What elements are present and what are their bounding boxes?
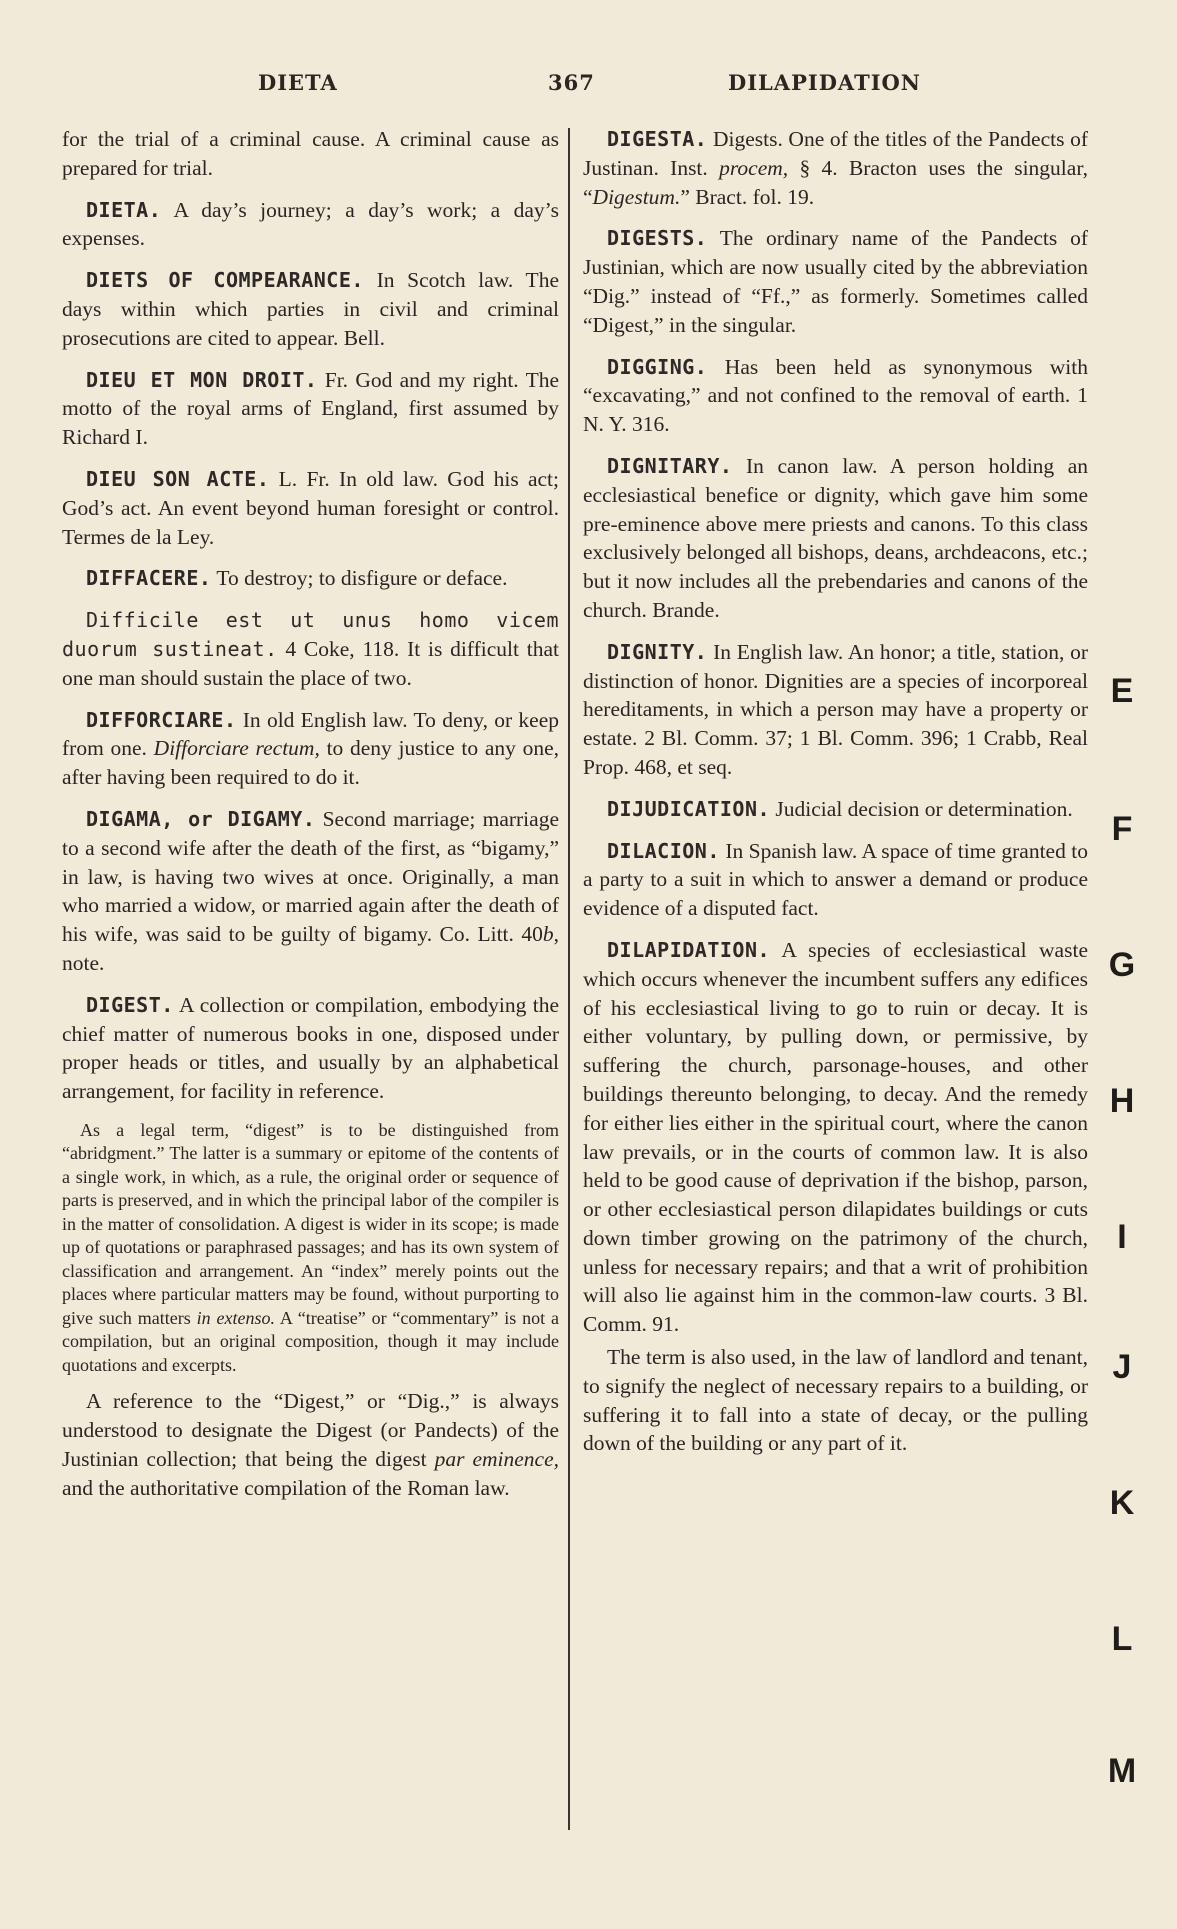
headword: DIEU SON ACTE. bbox=[86, 466, 270, 491]
definition: L. Fr. In old law. God his act; God’s act. An event beyond human foresight or control. Termes de la Ley. bbox=[62, 466, 559, 549]
entry-difficile-maxim bbox=[62, 606, 559, 692]
headword: DIGESTA. bbox=[607, 127, 708, 151]
thumb-index-letter: I bbox=[1117, 1218, 1127, 1256]
header-left-guide-word: DIETA bbox=[258, 70, 338, 95]
definition: A day’s journey; a day’s work; a day’s expenses. bbox=[62, 197, 559, 251]
entry-dignitary bbox=[583, 452, 1088, 625]
headword: DIFFACERE. bbox=[86, 566, 212, 591]
thumb-index-letter: J bbox=[1112, 1348, 1132, 1386]
right-column bbox=[583, 125, 1088, 1464]
headword: DIETS OF COMPEARANCE. bbox=[86, 268, 364, 293]
entry-digesta: DIGESTA. Digests. One of the titles of the Pandects of Justinan. Inst. procem, § 4. Bracton uses the singular, “Digestum.” Bract. fol. 19. bbox=[583, 127, 1088, 209]
headword: DIGNITY. bbox=[607, 639, 708, 664]
definition: Has been held as synonymous with “excavating,” and not confined to the removal of earth. 1 N. Y. 316. bbox=[583, 354, 1088, 437]
definition: Judicial decision or determination. bbox=[775, 796, 1073, 821]
definition: A species of ecclesiastical waste which occurs whenever the incumbent suffers any edifices of his ecclesiastical living to go to ruin or decay. It is either voluntary, by pulling down, or permissive, by suffering the church, parsonage-houses, and other buildings thereunto belonging, to decay. And the remedy for either lies either in the spiritual court, where the canon law prevails, or in the courts of common law. It is also held to be good cause of deprivation if the bishop, parson, or other ecclesiastical person dilapidates buildings or cuts down timber growing on the patrimony of the church, unless for necessary repairs; and that a writ of prohibition will also lie against him in the common-law courts. 3 Bl. Comm. 91. bbox=[583, 937, 1088, 1337]
entry-dieu-et-mon-droit bbox=[62, 366, 559, 452]
headword: DIFFORCIARE. bbox=[86, 707, 237, 732]
headword: DILAPIDATION. bbox=[607, 937, 771, 962]
entry-dieta bbox=[62, 196, 559, 254]
thumb-index-letter: F bbox=[1111, 810, 1133, 848]
entry-digests bbox=[583, 224, 1088, 339]
entry-dilacion bbox=[583, 837, 1088, 923]
headword: DIJUDICATION. bbox=[607, 796, 771, 821]
headword: Difficile est ut unus homo vicem duorum sustineat. bbox=[62, 608, 559, 661]
entry-digging bbox=[583, 353, 1088, 439]
dilapidation-landlord-paragraph: The term is also used, in the law of landlord and tenant, to signify the neglect of necessary repairs to a building, or suffering it to fall into a state of decay, or the pulling down of the building or any part of it. bbox=[583, 1345, 1088, 1456]
entry-dignity bbox=[583, 638, 1088, 782]
thumb-index-letter: G bbox=[1108, 946, 1136, 984]
headword: DIEU ET MON DROIT. bbox=[86, 367, 318, 392]
entry-digama: DIGAMA, or DIGAMY. Second marriage; marriage to a second wife after the death of the first, as “bigamy,” in law, is having two wives at once. Originally, a man who married a widow, or married again after the death of his wife, was said to be guilty of bigamy. Co. Litt. 40b, note. bbox=[62, 806, 559, 975]
definition: In English law. An honor; a title, station, or distinction of honor. Dignities are a species of incorporeal hereditaments, in which a person may have a property or estate. 2 Bl. Comm. 37; 1 Bl. Comm. 396; 1 Crabb, Real Prop. 468, et seq. bbox=[583, 639, 1088, 779]
headword: DIGESTS. bbox=[607, 226, 708, 251]
entry-dilapidation bbox=[583, 936, 1088, 1339]
entry-diffacere bbox=[62, 564, 559, 593]
thumb-index-letter: M bbox=[1107, 1752, 1137, 1790]
continued-text: for the trial of a criminal cause. A criminal cause as prepared for trial. bbox=[62, 127, 559, 180]
column-divider bbox=[568, 128, 570, 1830]
headword: DIGEST. bbox=[86, 992, 174, 1017]
header-right-guide-word: DILAPIDATION bbox=[728, 70, 922, 95]
headword: DIETA. bbox=[86, 197, 162, 222]
headword: DIGNITARY. bbox=[607, 453, 733, 478]
entry-difforciare: DIFFORCIARE. In old English law. To deny, or keep from one. Difforciare rectum, to deny justice to any one, after having been required to do it. bbox=[62, 707, 560, 790]
headword: DIGGING. bbox=[607, 354, 708, 379]
definition: In canon law. A person holding an ecclesiastical benefice or dignity, which gave him some pre-eminence above mere priests and canons. To this class exclusively belonged all bishops, deans, archdeacons, etc.; but it now includes all the prebendaries and canons of the church. Brande. bbox=[583, 453, 1089, 622]
definition: The ordinary name of the Pandects of Justinian, which are now usually cited by the abbreviation “Dig.” instead of “Ff.,” as formerly. Sometimes called “Digest,” in the singular. bbox=[583, 226, 1088, 337]
headword: DILACION. bbox=[607, 838, 720, 863]
thumb-index-letter: E bbox=[1110, 672, 1134, 710]
digest-reference-paragraph: A reference to the “Digest,” or “Dig.,” is always understood to designate the Digest (or Pandects) of the Justinian collection; that being the digest par eminence, and the authoritative compilation of the Roman law. bbox=[62, 1389, 560, 1500]
running-header bbox=[0, 70, 1177, 102]
page-number: 367 bbox=[548, 70, 595, 95]
entry-diets-of-compearance bbox=[62, 266, 559, 352]
definition: To destroy; to disfigure or deface. bbox=[216, 566, 508, 591]
left-column bbox=[62, 125, 559, 1509]
entry-digest bbox=[62, 991, 559, 1106]
digest-note: As a legal term, “digest” is to be distinguished from “abridgment.” The latter is a summary or epitome of the contents of a single work, in which, as a rule, the original order or sequence of parts is preserved, and in which the principal labor of the compiler is in the matter of consolidation. A digest is wider in its scope; is made up of quotations or paraphrased passages; and has its own system of classification and arrangement. An “index” merely points out the places where particular matters may be found, without purporting to give such matters in extenso. A “treatise” or “commentary” is not a compilation, but an original composition, though it may include quotations and excerpts. bbox=[62, 1119, 560, 1375]
definition: In Scotch law. The days within which parties in civil and criminal prosecutions are cited to appear. Bell. bbox=[62, 268, 559, 350]
entry-dijudication bbox=[583, 795, 1088, 824]
entry-dieu-son-acte bbox=[62, 465, 559, 551]
definition: In Spanish law. A space of time granted to a party to a suit in which to answer a demand or produce evidence of a disputed fact. bbox=[583, 838, 1088, 921]
thumb-index-letter: H bbox=[1109, 1082, 1135, 1120]
headword: DIGAMA, or DIGAMY. bbox=[86, 806, 316, 831]
thumb-index-letter: K bbox=[1109, 1484, 1135, 1522]
definition: Fr. God and my right. The motto of the royal arms of England, first assumed by Richard I. bbox=[62, 367, 559, 450]
definition: A collection or compilation, embodying the chief matter of numerous books in one, disposed under proper heads or titles, and usually by an alphabetical arrangement, for facility in reference. bbox=[62, 992, 559, 1104]
definition: 4 Coke, 118. It is difficult that one man should sustain the place of two. bbox=[62, 636, 559, 690]
thumb-index-letter: L bbox=[1111, 1620, 1133, 1658]
